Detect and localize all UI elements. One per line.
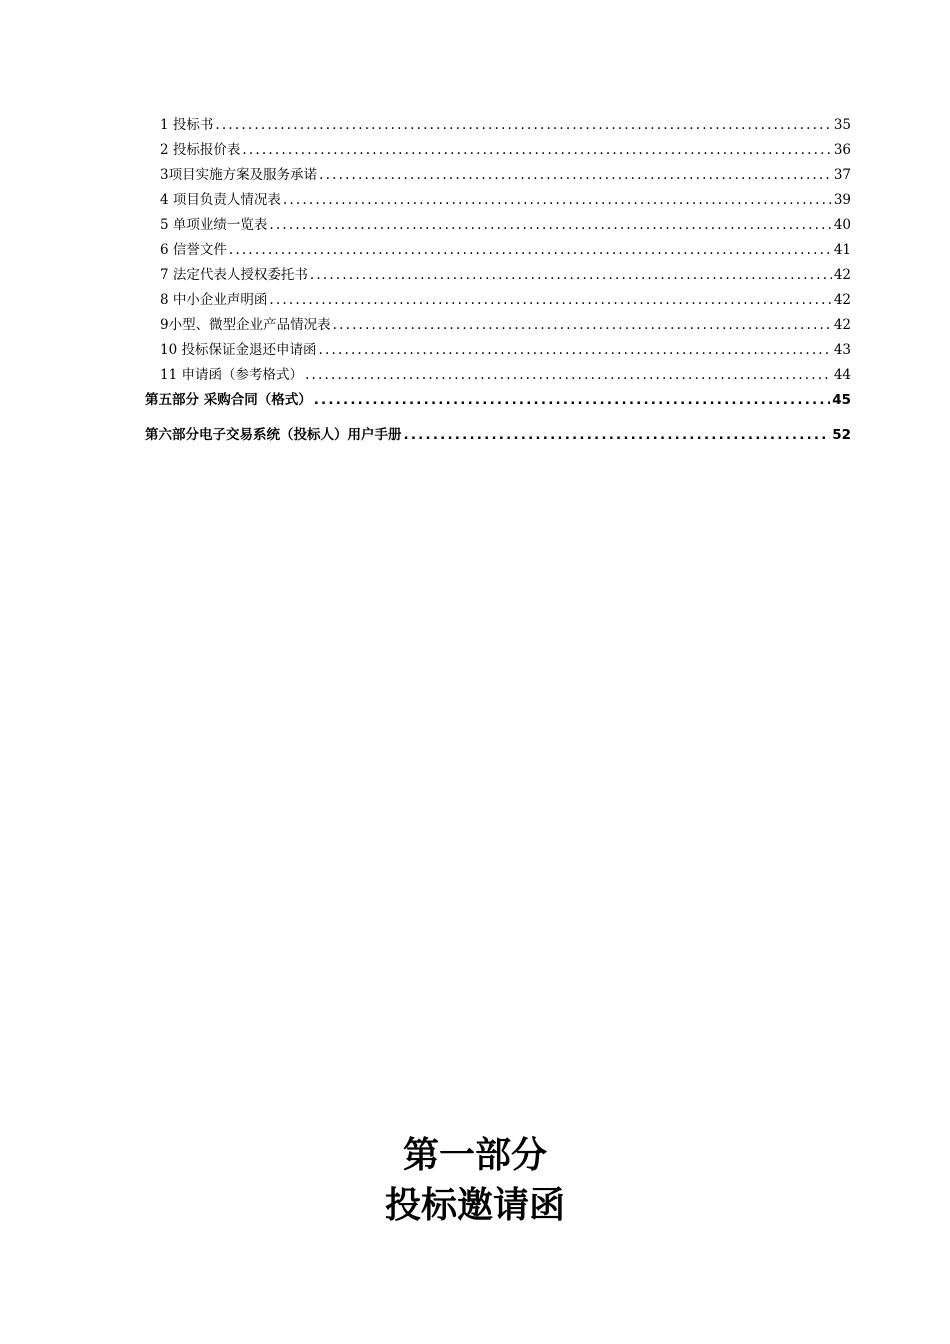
toc-leader: [318, 340, 831, 360]
toc-part-entry[interactable]: [145, 425, 851, 445]
toc-entry[interactable]: [160, 340, 851, 360]
toc-entry[interactable]: [160, 240, 851, 260]
toc-entry-title: 1 投标书: [160, 117, 214, 133]
toc-part-entry[interactable]: [145, 390, 851, 410]
part-heading-title: 投标邀请函: [384, 1184, 565, 1226]
toc-entry[interactable]: [160, 115, 851, 135]
toc-entry-page: 43: [833, 342, 851, 358]
toc-leader: [269, 290, 831, 310]
toc-entry-page: 39: [833, 192, 851, 208]
toc-entry[interactable]: [160, 315, 851, 335]
toc-entry-page: 37: [833, 167, 851, 183]
toc-leader: [242, 140, 831, 160]
toc-part-title: 第六部分电子交易系统（投标人）用户手册: [145, 427, 402, 443]
toc-leader: [283, 190, 832, 210]
toc-entry-page: 41: [833, 242, 851, 258]
toc-leader: [319, 165, 832, 185]
toc-entry-page: 40: [833, 217, 851, 233]
toc-leader: [314, 390, 831, 410]
toc-entry-title: 5 单项业绩一览表: [160, 217, 268, 233]
toc-entry[interactable]: [160, 140, 851, 160]
part-heading-number: 第一部分: [402, 1134, 547, 1176]
toc-leader: [310, 265, 832, 285]
toc-entry-title: 11 申请函（参考格式）: [160, 367, 303, 383]
toc-entry-page: 36: [833, 142, 851, 158]
toc-entry[interactable]: [160, 290, 851, 310]
toc-part-page: 52: [832, 427, 851, 443]
toc-entry[interactable]: [160, 265, 851, 285]
toc-entry[interactable]: [160, 190, 851, 210]
toc-entry-title: 8 中小企业声明函: [160, 292, 268, 308]
toc-leader: [404, 425, 831, 445]
toc-entry-title: 6 信誉文件: [160, 242, 227, 258]
toc-entry-page: 44: [833, 367, 851, 383]
toc-entry-page: 42: [833, 317, 851, 333]
toc-leader: [269, 215, 831, 235]
toc-entry[interactable]: [160, 365, 851, 385]
toc-part-title: 第五部分 采购合同（格式）: [145, 392, 312, 408]
toc-entry[interactable]: [160, 215, 851, 235]
toc-part-page: 45: [832, 392, 851, 408]
toc-entry-title: 2 投标报价表: [160, 142, 241, 158]
toc-entry-page: 35: [833, 117, 851, 133]
toc-entry-page: 42: [833, 292, 851, 308]
toc-leader: [215, 115, 831, 135]
toc-leader: [305, 365, 832, 385]
toc-leader: [333, 315, 832, 335]
toc-entry-title: 3项目实施方案及服务承诺: [160, 167, 318, 183]
toc-entry-title: 4 项目负责人情况表: [160, 192, 281, 208]
table-of-contents: [0, 0, 950, 460]
toc-entry[interactable]: [160, 165, 851, 185]
toc-entry-title: 10 投标保证金退还申请函: [160, 342, 317, 358]
toc-entry-page: 42: [833, 267, 851, 283]
toc-leader: [229, 240, 832, 260]
toc-entry-title: 9小型、微型企业产品情况表: [160, 317, 331, 333]
toc-entry-title: 7 法定代表人授权委托书: [160, 267, 308, 283]
